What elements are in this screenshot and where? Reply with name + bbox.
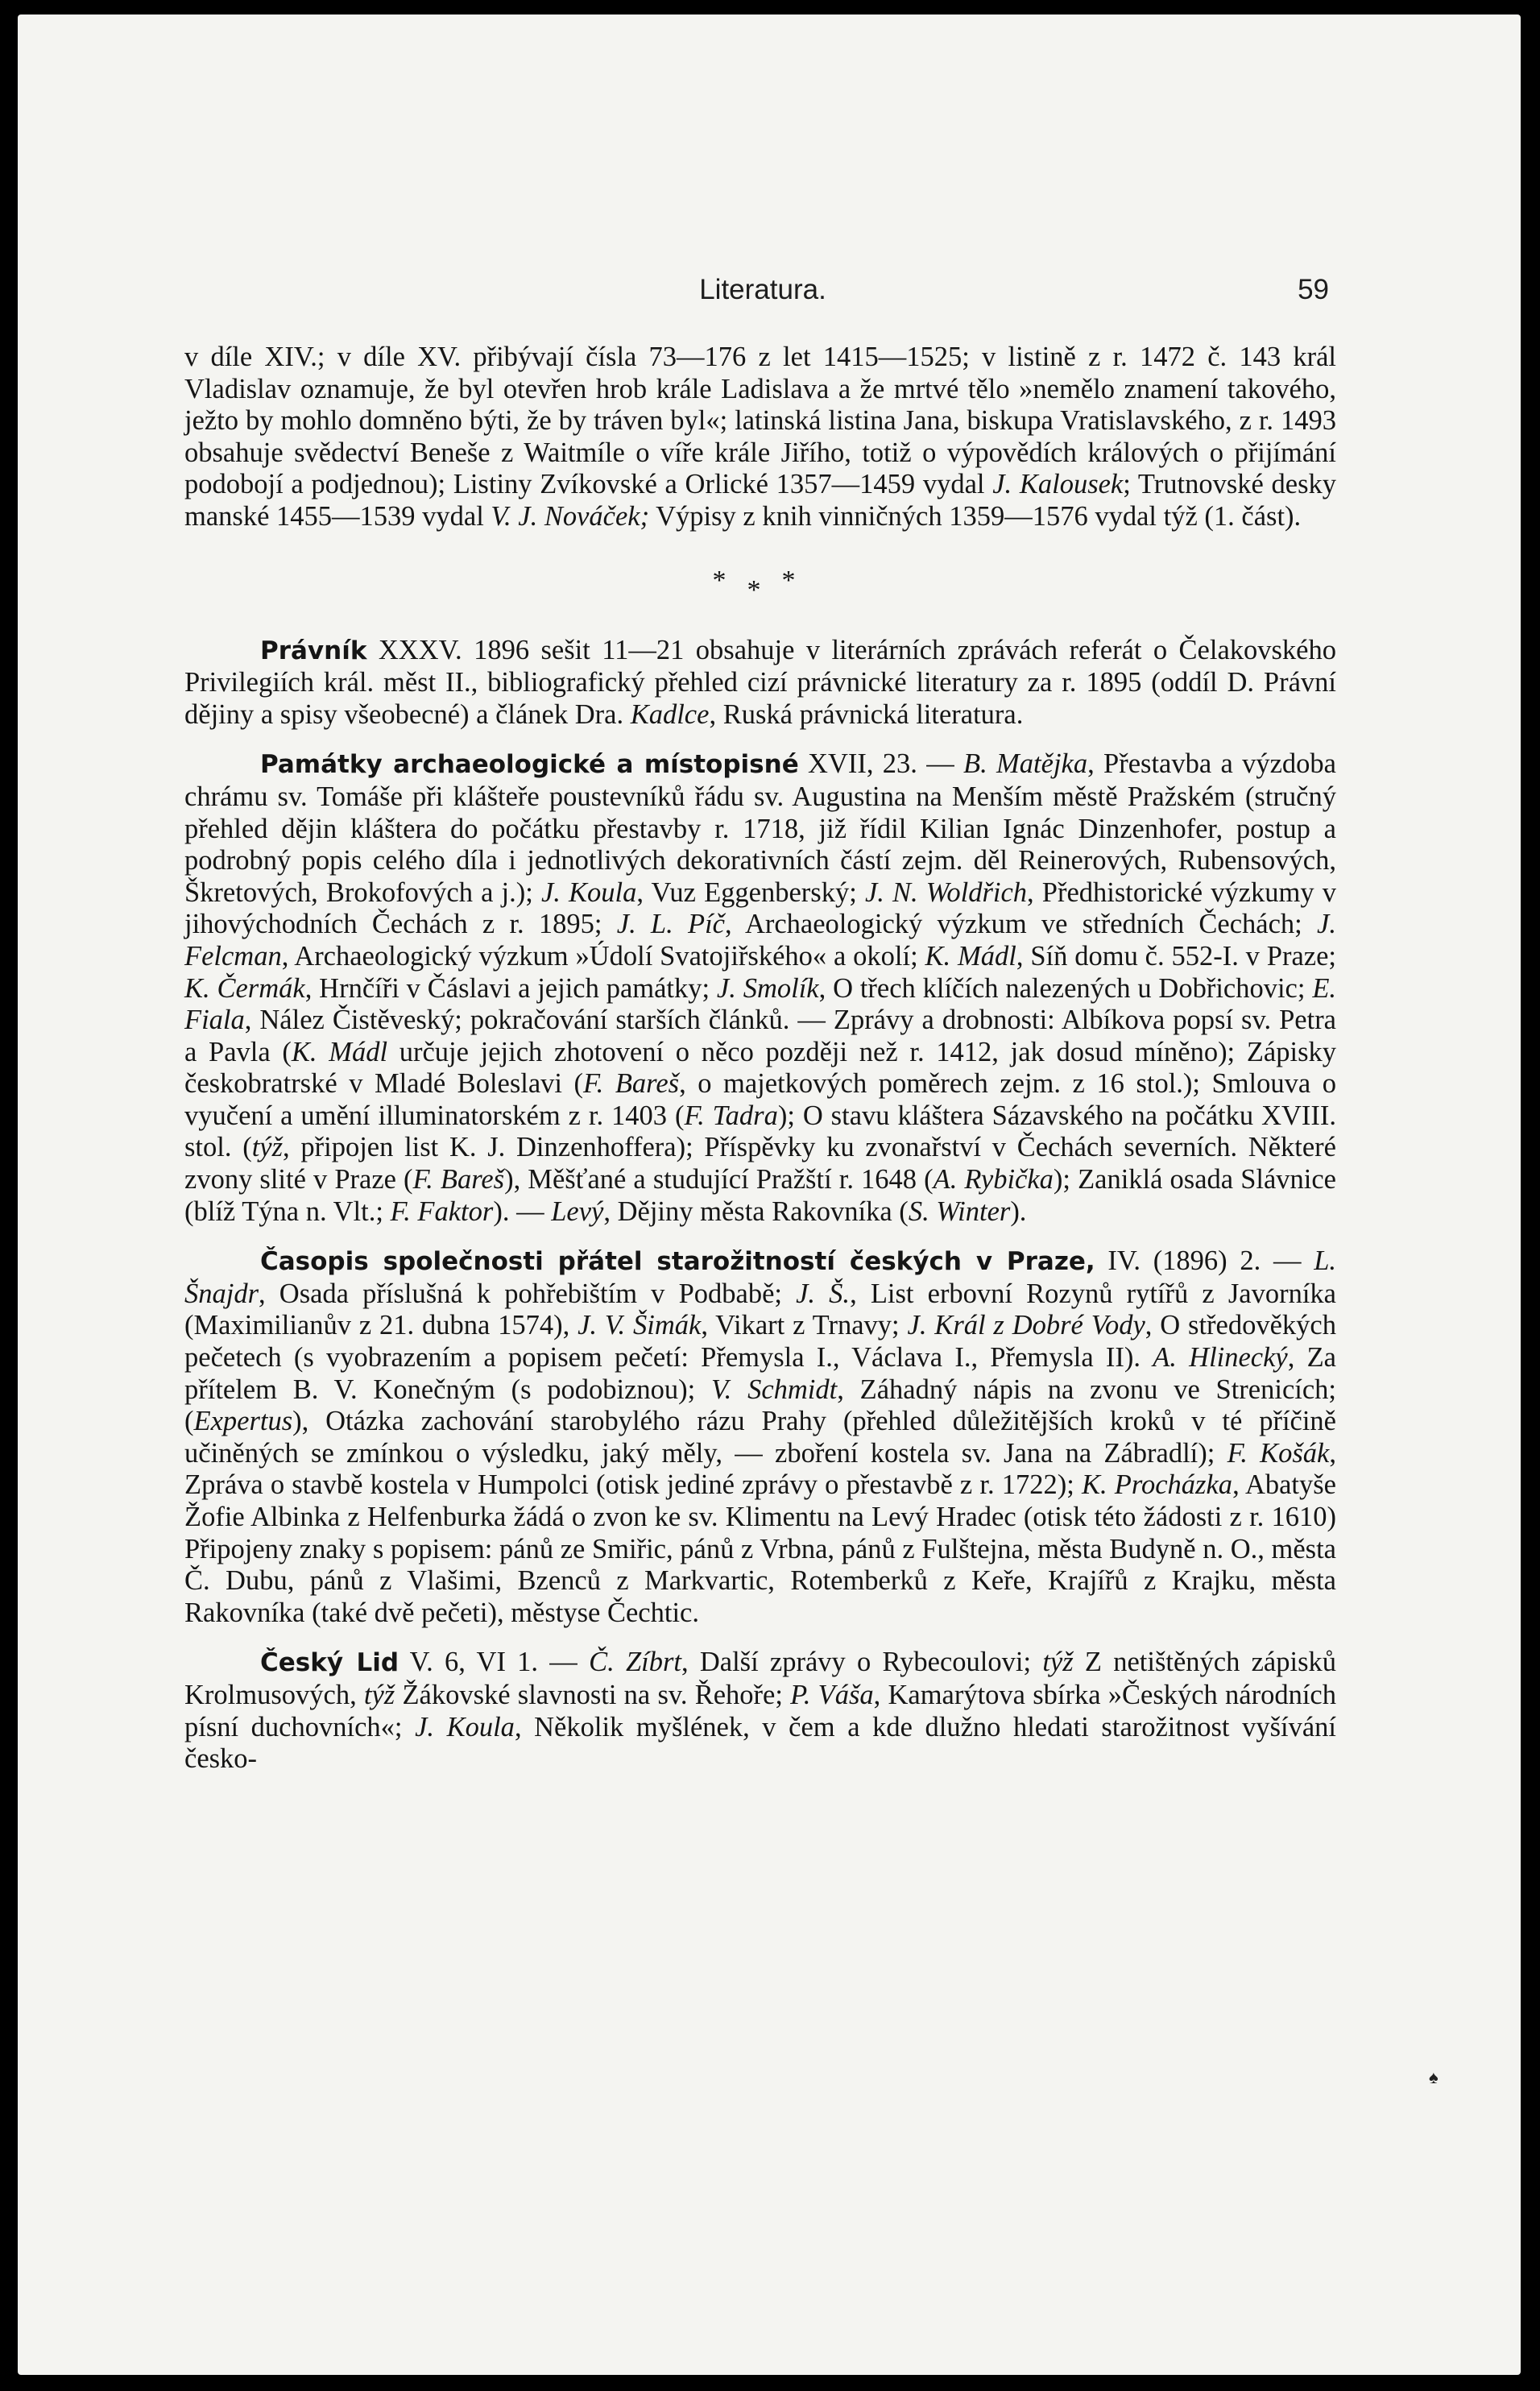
text-run: , Předhistorické výzkumy v jihovýchodních Čechách z r. 1895; xyxy=(184,876,1337,940)
text-run: ; Trutnovské desky manské 1455—1539 vydal xyxy=(184,469,1336,532)
text-run: , o majetkových poměrech zejm. z 16 stol.); Smlouva o vyučení a umění illuminatorském z r. 1403 ( xyxy=(184,1068,1336,1131)
author-name: J. Felcman xyxy=(184,909,1336,972)
book-page xyxy=(18,15,1521,2375)
text-run: , Kamarýtova sbírka »Českých národních písní duchovních«; xyxy=(184,1679,1336,1742)
paragraph-continuation xyxy=(184,342,1336,533)
journal-title: Český Lid xyxy=(260,1648,399,1678)
text-run: , Abatyše Žofie Albinka z Helfenburka žádá o zvon ke sv. Klimentu na Levý Hradec (otisk této žádosti z r. 1610) Připojeny znaky s popisem: pánů ze Smiřic, pánů z Vrbna, pánů z Fulštejna, města Budyně n. O., města Č. Dubu, pánů z Vlašimi, Bzenců z Markvartic, Rotemberků z Keře, Krajířů z Krajku, města Rakovníka (také dvě pečeti), městyse Čechtic. xyxy=(184,1469,1336,1628)
text-run: , List erbovní Rozynů rytířů z Javorníka (Maximilianův z 21. dubna 1574), xyxy=(184,1278,1336,1341)
asterisk: * xyxy=(747,574,782,605)
text-run: Z netištěných zápisků Krolmusových, xyxy=(184,1647,1336,1710)
paragraph-cesky-lid xyxy=(184,1647,1336,1775)
author-name: V. J. Nováček; xyxy=(491,500,650,532)
text-run: , Vikart z Trnavy; xyxy=(701,1310,908,1341)
author-name: K. Čermák xyxy=(184,972,305,1004)
journal-title: Časopis společnosti přátel starožitností českých v Praze, xyxy=(260,1247,1095,1277)
author-name: J. Koula xyxy=(415,1711,515,1742)
page-number: 59 xyxy=(1298,274,1329,305)
author-name: F. Faktor xyxy=(390,1196,494,1227)
text-run: IV. (1896) 2. — xyxy=(1095,1245,1314,1277)
author-name: J. N. Woldřich xyxy=(864,876,1028,908)
asterisk: * xyxy=(781,565,817,595)
text-run: V. 6, VI 1. — xyxy=(399,1647,590,1678)
journal-title: Právník xyxy=(260,636,367,665)
author-name: Kadlce xyxy=(630,698,710,730)
author-name: J. Kalousek xyxy=(992,469,1124,500)
author-name: A. Hlinecký xyxy=(1153,1342,1288,1374)
text-run: ), Otázka zachování starobylého rázu Prahy (přehled důležitějších kroků v té příčině učiněných se zmínkou o výsledku, jaký měly, — zboření kostela sv. Jana na Zábradlí); xyxy=(184,1406,1336,1469)
author-name: F. Košák xyxy=(1227,1437,1330,1469)
text-run: , Ruská právnická literatura. xyxy=(709,698,1024,730)
author-name: J. Š. xyxy=(796,1278,851,1309)
text-run: , Další zprávy o Rybecoulovi; xyxy=(681,1647,1043,1678)
author-name: A. Rybička xyxy=(933,1164,1054,1196)
text-run: ), Měšťané a studující Pražští r. 1648 ( xyxy=(504,1164,934,1196)
author-name: F. Bareš xyxy=(412,1164,505,1196)
text-run: ); Zaniklá osada Slávnice (blíž Týna n. Vlt.; xyxy=(184,1164,1336,1227)
paragraph-pamatky xyxy=(184,748,1336,1228)
text-run: , Nález Čistěveský; pokračování starších článků. — Zprávy a drobnosti: Albíkova popsí sv. Petra a Pavla ( xyxy=(184,1005,1336,1067)
author-name: E. Fiala xyxy=(184,972,1337,1036)
text-run: ). xyxy=(1010,1196,1027,1227)
author-name: K. Mádl xyxy=(291,1036,388,1067)
text-run: , Archaeologický výzkum »Údolí Svatojiřského« a okolí; xyxy=(281,940,925,972)
text-run: , Osada příslušná k pohřebištím v Podbabě; xyxy=(259,1278,797,1309)
author-name: týž xyxy=(363,1679,395,1710)
author-name: Levý xyxy=(551,1196,604,1227)
text-run: , Síň domu č. 552-I. v Praze; xyxy=(1016,940,1336,972)
asterisk: * xyxy=(712,565,747,595)
page-body xyxy=(184,342,1336,1793)
journal-title: Památky archaeologické a místopisné xyxy=(260,750,799,780)
margin-mark: ♠ xyxy=(1429,2067,1439,2087)
author-name: P. Váša xyxy=(790,1679,874,1710)
page-header xyxy=(18,274,1521,309)
text-run: , připojen list K. J. Dinzenhoffera); Příspěvky ku zvonařství v Čechách severních. Některé zvony slité v Praze ( xyxy=(184,1132,1336,1196)
text-run: Žákovské slavnosti na sv. Řehoře; xyxy=(395,1679,791,1710)
author-name: L. Šnajdr xyxy=(184,1245,1336,1309)
author-name: týž xyxy=(251,1132,284,1163)
text-run: , Několik myšlének, v čem a kde dlužno hledati starožitnost vyšívání česko- xyxy=(184,1711,1336,1775)
text-run: , Přestavba a výzdoba chrámu sv. Tomáše při klášteře poustevníků řádu sv. Augustina na Menším městě Pražském (stručný přehled dějin kláštera do počátku přestavby r. 1718, již řídil Kilian Ignác Dinzenhofer, postup a podrobný popis celého díla i jednotlivých dekorativních částí zejm. děl Reinerových, Rubensových, Škretových, Brokofových a j.); xyxy=(184,748,1336,908)
author-name: Expertus xyxy=(193,1406,293,1437)
author-name: K. Procházka xyxy=(1081,1469,1233,1501)
text-run: ); O stavu kláštera Sázavského na počátku XVIII. stol. ( xyxy=(184,1100,1336,1163)
author-name: týž xyxy=(1042,1647,1074,1678)
text-run: , Hrnčíři v Čáslavi a jejich památky; xyxy=(304,972,717,1004)
author-name: J. V. Šimák xyxy=(578,1310,702,1341)
author-name: J. Smolík xyxy=(716,972,819,1004)
author-name: F. Tadra xyxy=(684,1100,778,1131)
text-run: v díle XIV.; v díle XV. přibývají čísla 73—176 z let 1415—1525; v listině z r. 1472 č. 143 král Vladislav oznamuje, že byl otevřen hrob krále Ladislava a že mrtvé tělo »nemělo znamení takového, ježto by mohlo domněno býti, že by tráven byl«; latinská listina Jana, biskupa Vratislavského, z r. 1493 obsahuje svědectví Beneše z Waitmíle o víře krále Jiřího, totiž o výpovědích králových o přijímání podobojí a podjednou); Listiny Zvíkovské a Orlické 1357—1459 vydal xyxy=(184,342,1336,500)
author-name: S. Winter xyxy=(908,1196,1011,1227)
running-title: Literatura. xyxy=(699,274,826,305)
paragraph-casopis xyxy=(184,1245,1336,1629)
author-name: J. L. Píč xyxy=(616,909,725,940)
text-run: , O třech klíčích nalezených u Dobřichovic; xyxy=(818,972,1313,1004)
text-run: , O středověkých pečetech (s vyobrazením a popisem pečetí: Přemysla I., Václava I., Přemysla II). xyxy=(184,1310,1336,1374)
paragraph-pravnik xyxy=(184,635,1336,731)
author-name: K. Mádl xyxy=(925,940,1016,972)
author-name: V. Schmidt xyxy=(711,1374,838,1405)
text-run: XVII, 23. — xyxy=(798,748,964,780)
author-name: J. Král z Dobré Vody xyxy=(907,1310,1145,1341)
author-name: F. Bareš xyxy=(583,1068,680,1100)
text-run: , Archaeologický výzkum ve středních Čechách; xyxy=(724,909,1318,940)
author-name: J. Koula xyxy=(540,876,637,908)
text-run: ). — xyxy=(493,1196,552,1227)
text-run: Výpisy z knih vinničných 1359—1576 vydal týž (1. část). xyxy=(649,500,1302,532)
text-run: , Dějiny města Rakovníka ( xyxy=(603,1196,909,1227)
text-run: určuje jejich zhotovení o něco později než r. 1412, jak dosud míněno); Zápisky českobratrské v Mladé Boleslavi ( xyxy=(184,1036,1337,1100)
author-name: Č. Zíbrt xyxy=(589,1647,681,1678)
text-run: , Záhadný nápis na zvonu ve Strenicích; ( xyxy=(184,1374,1336,1437)
author-name: B. Matějka xyxy=(963,748,1088,780)
text-run: , Zpráva o stavbě kostela v Humpolci (otisk jediné zprávy o přestavbě z r. 1722); xyxy=(184,1437,1336,1501)
text-run: , Vuz Eggenberský; xyxy=(636,876,865,908)
section-divider-asterism xyxy=(184,565,1336,605)
text-run: , Za přítelem B. V. Konečným (s podobiznou); xyxy=(184,1342,1336,1405)
text-run: XXXV. 1896 sešit 11—21 obsahuje v literárních zprávách referát o Čelakovského Privilegiích král. měst II., bibliografický přehled cizí právnické literatury za r. 1895 (oddíl D. Právní dějiny a spisy všeobecné) a článek Dra. xyxy=(184,634,1336,730)
